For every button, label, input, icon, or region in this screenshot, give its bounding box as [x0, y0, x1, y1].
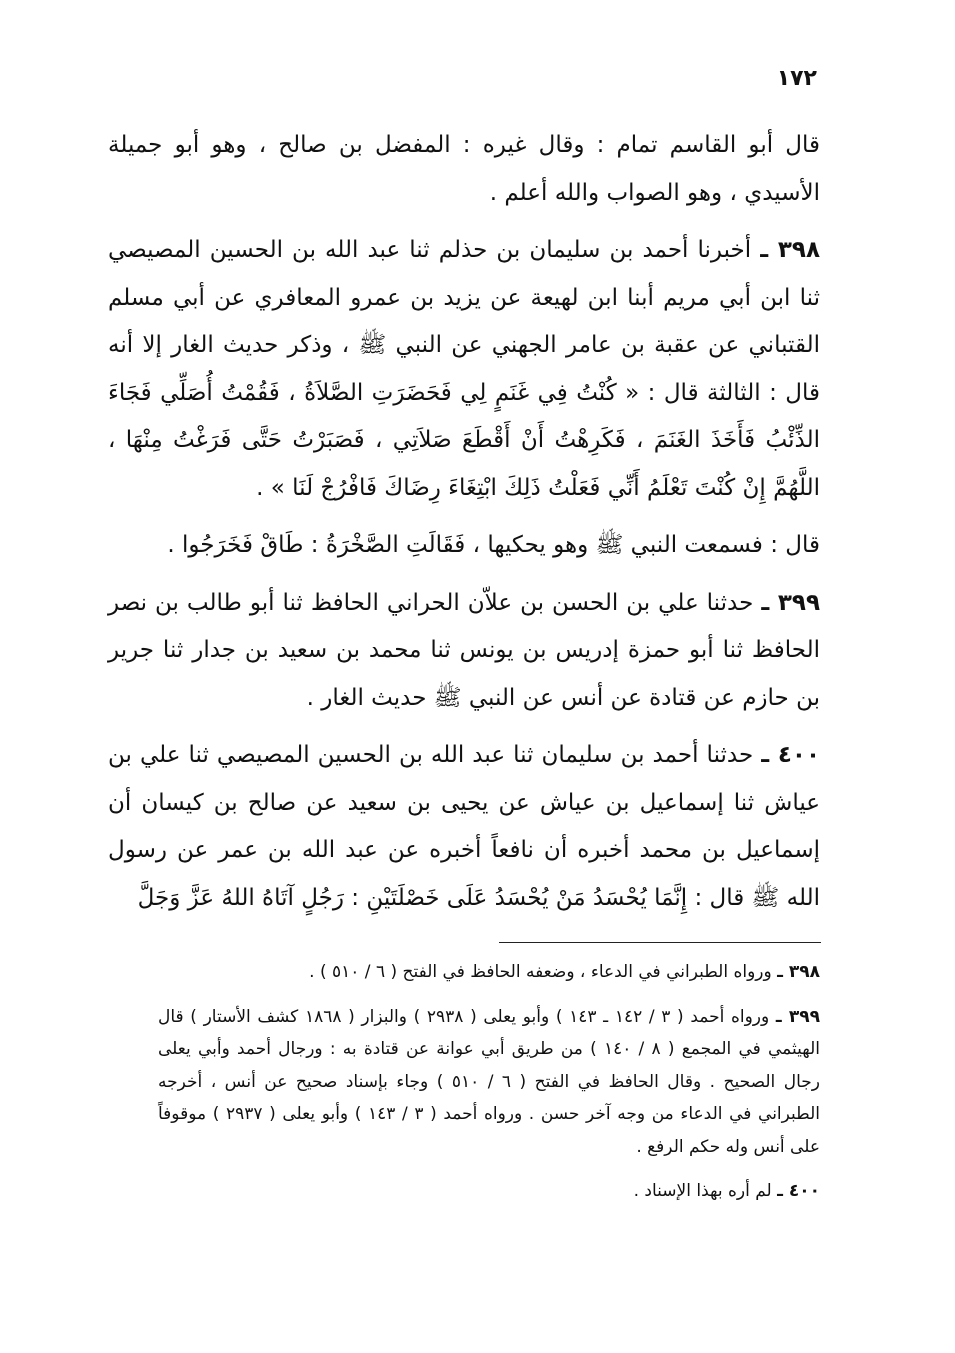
footnote-text: ورواه الطبراني في الدعاء ، وضعفه الحافظ في الفتح ( ٦ / ٥١٠ ) . — [309, 962, 772, 982]
main-text — [108, 122, 820, 932]
hadith-399 — [108, 580, 820, 723]
hadith-398 — [108, 227, 820, 512]
footnote-number: ٣٩٩ ـ — [775, 1006, 820, 1027]
hadith-number: ٣٩٩ ـ — [761, 589, 821, 616]
footnote-number: ٤٠٠ ـ — [777, 1181, 820, 1201]
hadith-number: ٤٠٠ ـ — [761, 742, 821, 768]
paragraph-text: قال : فسمعت النبي ﷺ وهو يحكيها ، فَقَالَتِ الصَّخْرَةُ : طَاقْ فَخَرَجُوا . — [167, 532, 820, 558]
hadith-400 — [108, 732, 820, 922]
paragraph-intro — [108, 122, 820, 217]
footnote-text: ورواه أحمد ( ٣ / ١٤٢ ـ ١٤٣ ) وأبو يعلى ( ٢٩٣٨ ) والبزار ( ١٨٦٨ كشف الأستار ) قال الهيثمي في المجمع ( ٨ / ١٤٠ ) من طريق أبي عوانة عن قتادة به : ورجال أحمد وأبي يعلى رجال الصحيح . وقال الحافظ في الفتح ( ٦ / ٥١٠ ) وجاء بإسناد صحيح عن أنس ، أخرجه الطبراني في الدعاء من وجه آخر حسن . ورواه أحمد ( ٣ / ١٤٣ ) وأبو يعلى ( ٢٩٣٧ ) موقوفاً على أنس وله حكم الرفع . — [158, 1006, 821, 1157]
footnote-398 — [158, 956, 820, 989]
footnote-number: ٣٩٨ ـ — [777, 962, 820, 982]
footnote-text: لم أره بهذا الإسناد . — [633, 1181, 772, 1201]
footnote-399 — [158, 1001, 820, 1164]
hadith-text: أخبرنا أحمد بن سليمان بن حذلم ثنا عبد الله بن الحسين المصيصي ثنا ابن أبي مريم أبنا ابن لهيعة عن يزيد بن عمرو المعافري عن أبي مسلم القتباني عن عقبة بن عامر الجهني عن النبي ﷺ ، وذكر حديث الغار إلا أنه قال : الثالثة قال : « كُنْتُ فِي غَنَمٍ لِي فَحَضَرَتِ الصَّلاَةُ ، فَقُمْتُ أُصَلِّي فَجَاءَ الذِّئْبُ فَأَخَذَ الغَنَمَ ، فَكَرِهْتُ أَنْ أَقْطَعَ صَلاَتِي ، فَصَبَرْتُ حَتَّى فَرَغْتُ مِنْهَا ، اللَّهُمَّ إِنْ كُنْتَ تَعْلَمُ أَنِّي فَعَلْتُ ذَلِكَ ابْتِغَاءَ رِضَاكَ فَافْرُجْ لَنَا » . — [108, 237, 820, 501]
footnotes — [158, 956, 820, 1220]
hadith-number: ٣٩٨ ـ — [760, 237, 820, 263]
paragraph-narration — [108, 522, 820, 570]
footnote-divider — [499, 942, 821, 943]
paragraph-text: قال أبو القاسم تمام : وقال غيره : المفضل بن صالح ، وهو أبو جميلة الأسيدي ، وهو الصواب والله أعلم . — [108, 132, 820, 206]
page-number: ١٧٢ — [776, 66, 817, 91]
footnote-400 — [158, 1175, 820, 1208]
hadith-text: حدثنا علي بن الحسن بن علاّن الحراني الحافظ ثنا أبو طالب بن نصر الحافظ ثنا أبو حمزة إدريس بن يونس ثنا محمد بن سعيد بن جدار ثنا جرير بن حازم عن قتادة عن أنس عن النبي ﷺ حديث الغار . — [108, 589, 820, 711]
hadith-text: حدثنا أحمد بن سليمان ثنا عبد الله بن الحسين المصيصي ثنا علي بن عياش ثنا إسماعيل بن عياش عن يحيى بن سعيد عن صالح بن كيسان أن إسماعيل بن محمد أخبره أن نافعاً أخبره عن عبد الله بن عمر عن رسول الله ﷺ قال : إِنَّمَا يُحْسَدُ مَنْ يُحْسَدُ عَلَى خَصْلَتَيْنِ : رَجُلٍ آتَاهُ اللهُ عَزَّ وَجَلَّ — [108, 742, 820, 911]
